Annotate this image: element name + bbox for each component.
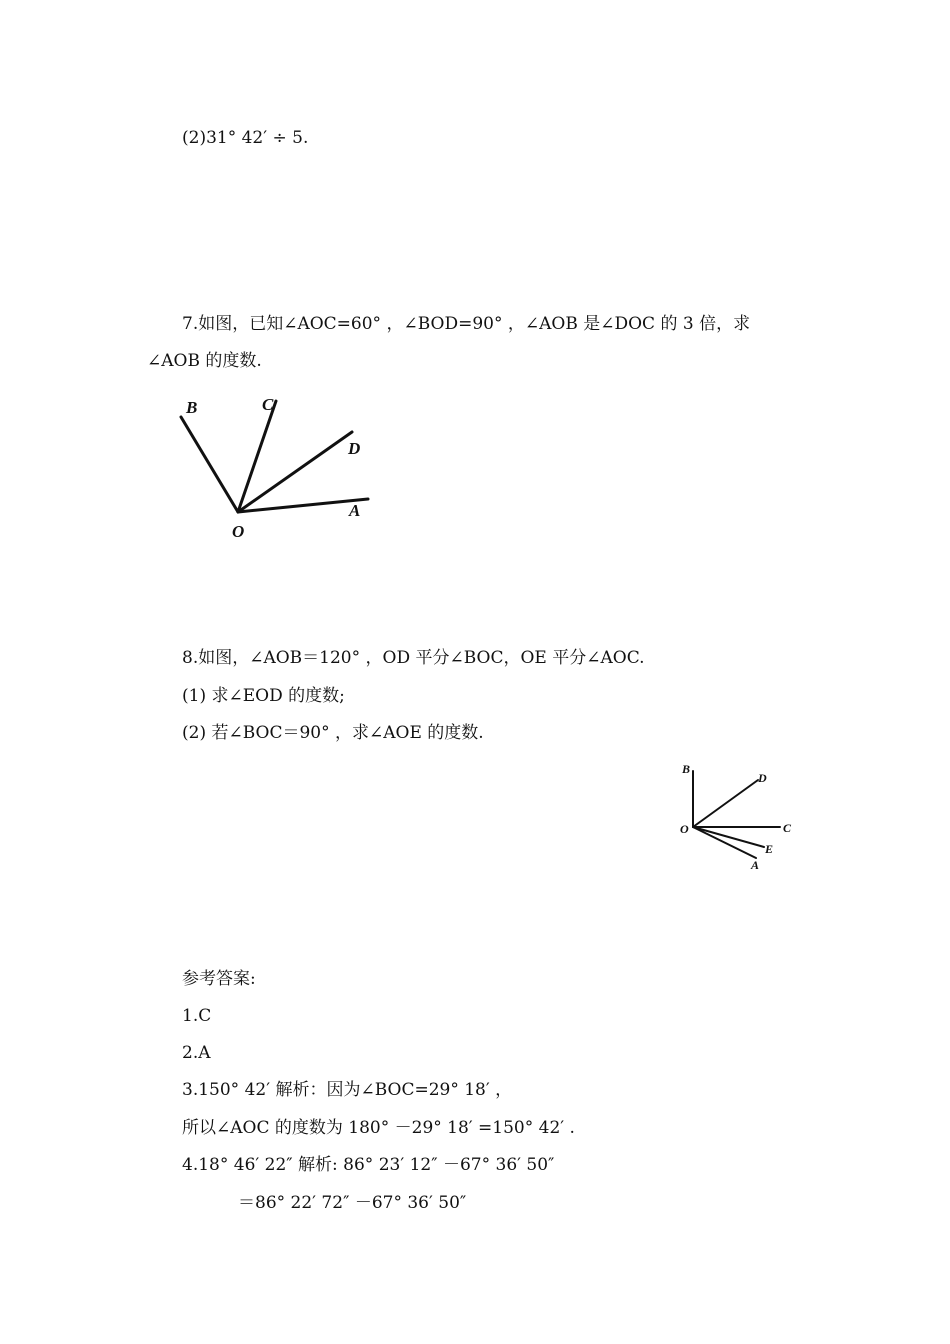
q8-part2: (2) 若∠BOC＝90° ，求∠AOE 的度数. [182,723,484,743]
label-b: B [186,398,198,417]
label-e: E [765,842,774,856]
ray-od [238,432,352,512]
label-c: C [783,821,792,835]
answer-3-line2: 所以∠AOC 的度数为 180° －29° 18′ =150° 42′ . [182,1118,575,1138]
label-c: C [262,395,274,414]
label-d: D [348,439,361,458]
q7-angle-diagram [170,388,385,548]
ray-ob [181,417,238,512]
q8-angle-diagram [670,758,810,878]
ray-od [693,780,758,827]
label-d: D [758,771,767,785]
label-a: A [349,501,361,520]
q7-stem-line2: ∠AOB 的度数. [147,351,262,371]
label-a: A [751,858,760,872]
answer-4-line2: ＝86° 22′ 72″ －67° 36′ 50″ [238,1193,467,1213]
q8-stem: 8.如图，∠AOB＝120° ，OD 平分∠BOC，OE 平分∠AOC. [182,648,645,668]
answer-3-line1: 3.150° 42′ 解析：因为∠BOC=29° 18′ ， [182,1080,513,1100]
answer-1: 1.C [182,1006,212,1026]
answer-4-line1: 4.18° 46′ 22″ 解析: 86° 23′ 12″ －67° 36′ 50″ [182,1155,555,1175]
answers-title: 参考答案: [182,969,256,989]
q6-part2-line: (2)31° 42′ ÷ 5. [182,128,309,148]
label-o: O [232,522,245,541]
answer-2: 2.A [182,1043,211,1063]
q7-stem-line1: 7.如图，已知∠AOC=60° ，∠BOD=90° ，∠AOB 是∠DOC 的 3 倍，求 [182,314,751,334]
label-o: O [680,822,689,836]
q8-part1: (1) 求∠EOD 的度数; [182,686,345,706]
label-b: B [682,762,691,776]
ray-oc [238,401,276,512]
